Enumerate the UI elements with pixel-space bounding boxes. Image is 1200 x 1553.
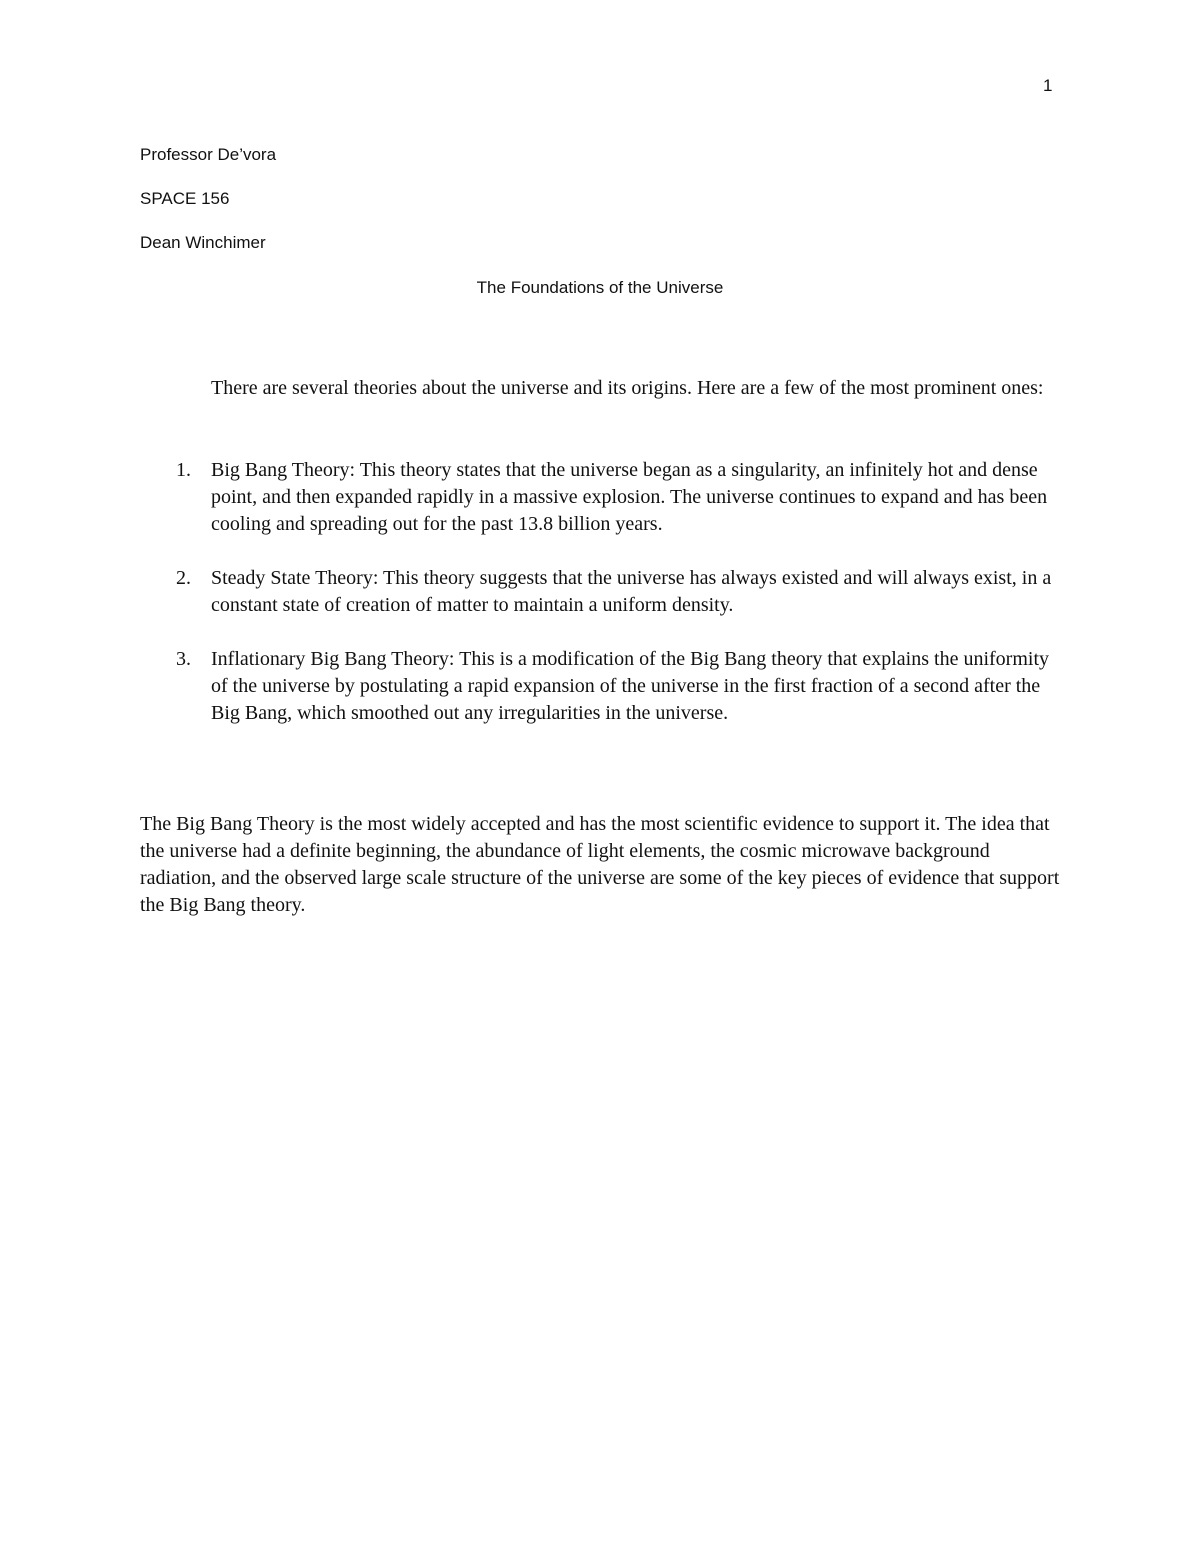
theory-number: 2. (176, 567, 191, 589)
theory-item (0, 646, 1200, 727)
page-number: 1 (1043, 76, 1053, 95)
course-code: SPACE 156 (140, 189, 230, 208)
conclusion-paragraph: The Big Bang Theory is the most widely accepted and has the most scientific evidence to support it. The idea that the universe had a definite beginning, the abundance of light elements, the cosmic microwave background radiation, and the observed large scale structure of the universe are some of the key pieces of evidence that support the Big Bang theory. (140, 813, 1060, 916)
theory-text: Steady State Theory: This theory suggests that the universe has always existed and will always exist, in a constant state of creation of matter to maintain a uniform density. (211, 567, 1052, 616)
professor-name: Professor De’vora (140, 145, 277, 164)
document-title: The Foundations of the Universe (476, 278, 724, 297)
theory-number: 1. (176, 459, 191, 481)
theory-text: Big Bang Theory: This theory states that the universe began as a singularity, an infinitely hot and dense point, and then expanded rapidly in a massive explosion. The universe continues to expand and has been cooling and spreading out for the past 13.8 billion years. (211, 459, 1048, 535)
theory-list (0, 457, 1200, 754)
theory-text: Inflationary Big Bang Theory: This is a modification of the Big Bang theory that explains the uniformity of the universe by postulating a rapid expansion of the universe in the first fraction of a second after the Big Bang, which smoothed out any irregularities in the universe. (211, 648, 1049, 724)
theory-number: 3. (176, 648, 191, 670)
theory-item (0, 565, 1200, 619)
theory-item (0, 457, 1200, 538)
intro-paragraph: There are several theories about the universe and its origins. Here are a few of the most prominent ones: (211, 377, 1044, 399)
student-name: Dean Winchimer (140, 233, 266, 252)
